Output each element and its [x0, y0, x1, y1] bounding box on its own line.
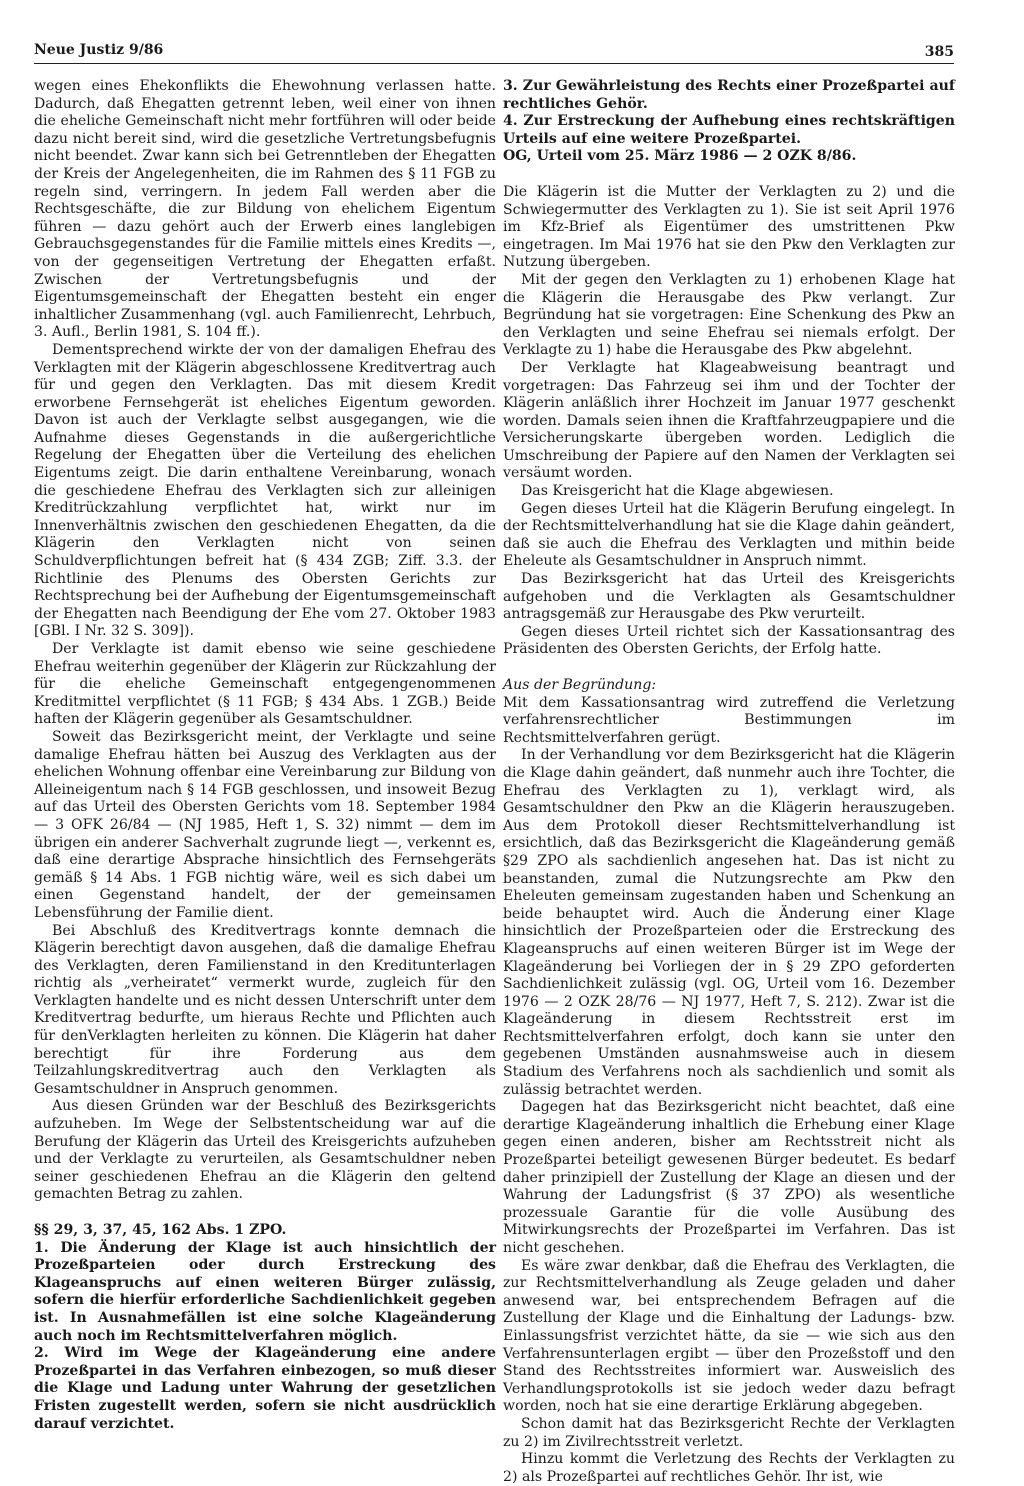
reasons-paragraph: Es wäre zwar denkbar, daß die Ehefrau des Verklagten, die zur Rechtsmittelverhandlung als Zeuge geladen und daher anwesend war, bei entsprechendem Befragen auf die Zustellung der Klage und die Einhaltung der Ladungs- bzw. Einlassungsfrist verzichtet hätte, da sie — wie sich aus den Verfahrensunterlagen ergibt — über den Prozeßstoff und den Stand des Rechtsstreites informiert war. Ausweislich des Verhandlungsprotokolls ist sie jedoch weder dazu befragt worden, noch hat sie eine derartige Erklärung abgegeben.: [503, 1257, 955, 1415]
headnote-block-right: [503, 78, 955, 166]
leitsatz-1: 1. Die Änderung der Klage ist auch hinsichtlich der Prozeßparteien oder durch Erstreckung des Klageanspruchs auf einen weiteren Bürger zulässig, sofern die hierfür erforderliche Sachdienlichkeit gegeben ist. In Ausnahmefällen ist eine solche Klageänderung auch noch im Rechtsmittelverfahren möglich.: [34, 1239, 496, 1344]
left-paragraph: Dementsprechend wirkte der von der damaligen Ehefrau des Verklagten mit der Klägerin abgeschlossene Kreditvertrag auch für und gegen den Verklagten. Das mit diesem Kredit erworbene Fernsehgerät ist eheliches Eigentum geworden. Davon ist auch der Verklagte selbst ausgegangen, wie die Aufnahme dieses Gegenstands in die außergerichtliche Regelung der Ehegatten über die Verteilung des ehelichen Eigentums zeigt. Die darin enthaltene Vereinbarung, wonach die geschiedene Ehefrau des Verklagten sich zur alleinigen Kreditrückzahlung verpflichtet hat, wirkt nur im Innenverhältnis zwischen den geschiedenen Ehegatten, da die Klägerin den Verklagten nicht von seinen Schuldverpflichtungen befreit hat (§ 434 ZGB; Ziff. 3.3. der Richtlinie des Plenums des Obersten Gerichts zur Rechtsprechung bei der Aufhebung der Eigentumsgemeinschaft der Ehegatten nach Beendigung der Ehe vom 27. Oktober 1983 [GBl. I Nr. 32 S. 309]).: [34, 341, 496, 640]
facts-paragraph: Das Kreisgericht hat die Klage abgewiesen.: [521, 483, 834, 500]
facts-paragraph: Gegen dieses Urteil richtet sich der Kassationsantrag des Präsidenten des Obersten Gerichts, der Erfolg hatte.: [503, 623, 955, 658]
reasons-paragraph: Schon damit hat das Bezirksgericht Rechte der Verklagten zu 2) im Zivilrechtsstreit verletzt.: [503, 1415, 955, 1450]
facts-paragraph: Die Klägerin ist die Mutter der Verklagten zu 2) und die Schwiegermutter des Verklagten zu 1). Sie ist seit April 1976 im Kfz-Brief als Eigentümer des umstrittenen Pkw eingetragen. Im Mai 1976 hat sie den Pkw den Verklagten zur Nutzung übergeben.: [503, 183, 955, 271]
section-gap: [503, 166, 955, 184]
left-paragraph: Bei Abschluß des Kreditvertrags konnte demnach die Klägerin berechtigt davon ausgehen, daß die damalige Ehefrau des Verklagten, deren Familienstand in den Kreditunterlagen richtig als „verheiratet“ vermerkt wurde, zugleich für den Verklagten handelte und es nicht dessen Unterschrift unter dem Kreditvertrag bedurfte, um hieraus Rechte und Pflichten auch für denVerklagten herleiten zu können. Die Klägerin hat daher berechtigt für ihre Forderung aus dem Teilzahlungskreditvertrag auch den Verklagten als Gesamtschuldner in Anspruch genommen.: [34, 922, 496, 1097]
reasons-paragraph: Hinzu kommt die Verletzung des Rechts der Verklagten zu 2) als Prozeßpartei auf rechtliches Gehör. Ihr ist, wie: [503, 1451, 955, 1485]
leitsatz-2: 2. Wird im Wege der Klageänderung eine andere Prozeßpartei in das Verfahren einbezogen, so muß dieser die Klage und Ladung unter Wahrung der gesetzlichen Fristen zugestellt werden, sofern sie nicht ausdrücklich darauf verzichtet.: [34, 1345, 496, 1432]
leitsatz-3: 3. Zur Gewährleistung des Rechts einer Prozeßpartei auf rechtliches Gehör.: [503, 78, 955, 112]
reasons-paragraph: Mit dem Kassationsantrag wird zutreffend die Verletzung verfahrensrechtlicher Bestimmungen im Rechtsmittelverfahren gerügt.: [503, 694, 955, 746]
header-rule: [34, 63, 954, 64]
left-paragraph: Aus diesen Gründen war der Beschluß des Bezirksgerichts aufzuheben. Im Wege der Selbstentscheidung war auf die Berufung der Klägerin das Urteil des Kreisgerichts aufzuheben und der Verklagte zu verurteilen, als Gesamtschuldner neben seiner geschiedenen Ehefrau an die Klägerin den geltend gemachten Betrag zu zahlen.: [34, 1098, 496, 1203]
facts-paragraph: Mit der gegen den Verklagten zu 1) erhobenen Klage hat die Klägerin die Herausgabe des Pkw verlangt. Zur Begründung hat sie vorgetragen: Eine Schenkung des Pkw an den Verklagten und seine Ehefrau sei niemals erfolgt. Der Verklagte zu 1) habe die Herausgabe des Pkw abgelehnt.: [503, 271, 955, 359]
norm-citation: §§ 29, 3, 37, 45, 162 Abs. 1 ZPO.: [34, 1222, 287, 1238]
reasons-heading: Aus der Begründung:: [503, 677, 657, 693]
left-column: [34, 78, 496, 1433]
left-paragraph: Der Verklagte ist damit ebenso wie seine geschiedene Ehefrau weiterhin gegenüber der Klägerin zur Rückzahlung der für die eheliche Gemeinschaft entgegengenommenen Kreditmittel verpflichtet (§ 11 FGB; § 434 Abs. 1 ZGB.) Beide haften der Klägerin gegenüber als Gesamtschuldner.: [34, 641, 496, 728]
reasons-paragraph: In der Verhandlung vor dem Bezirksgericht hat die Klägerin die Klage dahin geändert, daß nunmehr auch ihre Tochter, die Ehefrau des Verklagten zu 1), verklagt wird, als Gesamtschuldner den Pkw an die Klägerin herauszugeben. Aus dem Protokoll dieser Rechtsmittelverhandlung ist ersichtlich, daß das Bezirksgericht die Klageänderung gemäß §29 ZPO als sachdienlich angesehen hat. Das ist nicht zu beanstanden, zumal die Nutzungsrechte am Pkw den Eheleuten gemeinsam zugestanden haben und Schenkung an beide behauptet wird. Auch die Änderung einer Klage hinsichtlich der Prozeßparteien oder die Erstreckung des Klageanspruchs auf einen weiteren Bürger ist im Wege der Klageänderung bei Vorliegen der in § 29 ZPO geforderten Sachdienlichkeit zulässig (vgl. OG, Urteil vom 16. Dezember 1976 — 2 OZK 28/76 — NJ 1977, Heft 7, S. 212). Zwar ist die Klageänderung in diesem Rechtsstreit erst im Rechtsmittelverfahren erfolgt, doch kann sie unter den gegebenen Umständen ausnahmsweise auch in diesem Stadium des Verfahrens noch als sachdienlich und somit als zulässig betrachtet werden.: [503, 747, 955, 1098]
left-paragraph: wegen eines Ehekonflikts die Ehewohnung verlassen hatte. Dadurch, daß Ehegatten getrennt leben, weil einer von ihnen die eheliche Gemeinschaft nicht mehr fortführen will oder beide dazu nicht bereit sind, wird die gesetzliche Vertretungsbefugnis nicht beendet. Zwar kann sich bei Getrenntleben der Ehegatten der Kreis der Angelegenheiten, die im Rahmen des § 11 FGB zu regeln sind, verringern. In jedem Fall werden aber die Rechtsgeschäfte, die zur Bildung von ehelichem Eigentum führen — dazu gehört auch der Erwerb eines langlebigen Gebrauchsgegenstandes für die Familie mittels eines Kredits —, von der gegenseitigen Vertretung der Ehegatten erfaßt. Zwischen der Vertretungsbefugnis und der Eigentumsgemeinschaft der Ehegatten besteht ein enger inhaltlicher Zusammenhang (vgl. auch Familienrecht, Lehrbuch, 3. Aufl., Berlin 1981, S. 104 ff.).: [34, 78, 496, 341]
page-number: 385: [924, 44, 954, 60]
facts-paragraph: Der Verklagte hat Klageabweisung beantragt und vorgetragen: Das Fahrzeug sei ihm und der Tochter der Klägerin anläßlich ihrer Hochzeit im Januar 1977 geschenkt worden. Damals seien ihnen die Kraftfahrzeugpapiere und die Versicherungskarte übergeben worden. Lediglich die Umschreibung der Papiere auf den Namen der Verklagten sei versäumt worden.: [503, 359, 955, 482]
court-citation: OG, Urteil vom 25. März 1986 — 2 OZK 8/86.: [503, 148, 857, 165]
section-gap: [34, 1204, 496, 1222]
facts-paragraph: Gegen dieses Urteil hat die Klägerin Berufung eingelegt. In der Rechtsmittelverhandlung hat sie die Klage dahin geändert, daß sie auch die Ehefrau des Verklagten und mithin beide Eheleute als Gesamtschuldner in Anspruch nimmt.: [503, 500, 955, 570]
left-paragraph: Soweit das Bezirksgericht meint, der Verklagte und seine damalige Ehefrau hätten bei Auszug des Verklagten aus der ehelichen Wohnung offenbar eine Vereinbarung zur Bildung von Alleineigentum nach § 14 FGB geschlossen, und insoweit Bezug auf das Urteil des Obersten Gerichts vom 18. September 1984 — 3 OFK 26/84 — (NJ 1985, Heft 1, S. 32) nimmt — dem im übrigen ein anderer Sachverhalt zugrunde liegt —, verkennt es, daß eine derartige Absprache hinsichtlich des Fernsehgeräts gemäß § 14 Abs. 1 FGB nichtig wäre, weil es sich dabei um einen Gegenstand handelt, der der gemeinsamen Lebensführung der Familie dient.: [34, 728, 496, 921]
section-gap: [503, 659, 955, 677]
headnote-block-left: [34, 1222, 496, 1433]
right-column: [503, 78, 955, 1486]
reasons-paragraph: Dagegen hat das Bezirksgericht nicht beachtet, daß eine derartige Klageänderung inhaltlich die Erhebung einer Klage gegen einen anderen, bisher am Rechtsstreit nicht als Prozeßpartei beteiligt gewesenen Bürger bedeutet. Es bedarf daher prinzipiell der Zustellung der Klage an diesen und der Wahrung der Ladungsfrist (§ 37 ZPO) als wesentliche prozessuale Garantie für die volle Ausübung des Mitwirkungsrechts der Prozeßpartei im Verfahren. Das ist nicht geschehen.: [503, 1099, 955, 1256]
journal-issue: Neue Justiz 9/86: [34, 42, 164, 58]
leitsatz-4: 4. Zur Erstreckung der Aufhebung eines rechtskräftigen Urteils auf eine weitere Prozeßpartei.: [503, 113, 955, 147]
facts-paragraph: Das Bezirksgericht hat das Urteil des Kreisgerichts aufgehoben und die Verklagten als Gesamtschuldner antragsgemäß zur Herausgabe des Pkw verurteilt.: [503, 571, 955, 623]
